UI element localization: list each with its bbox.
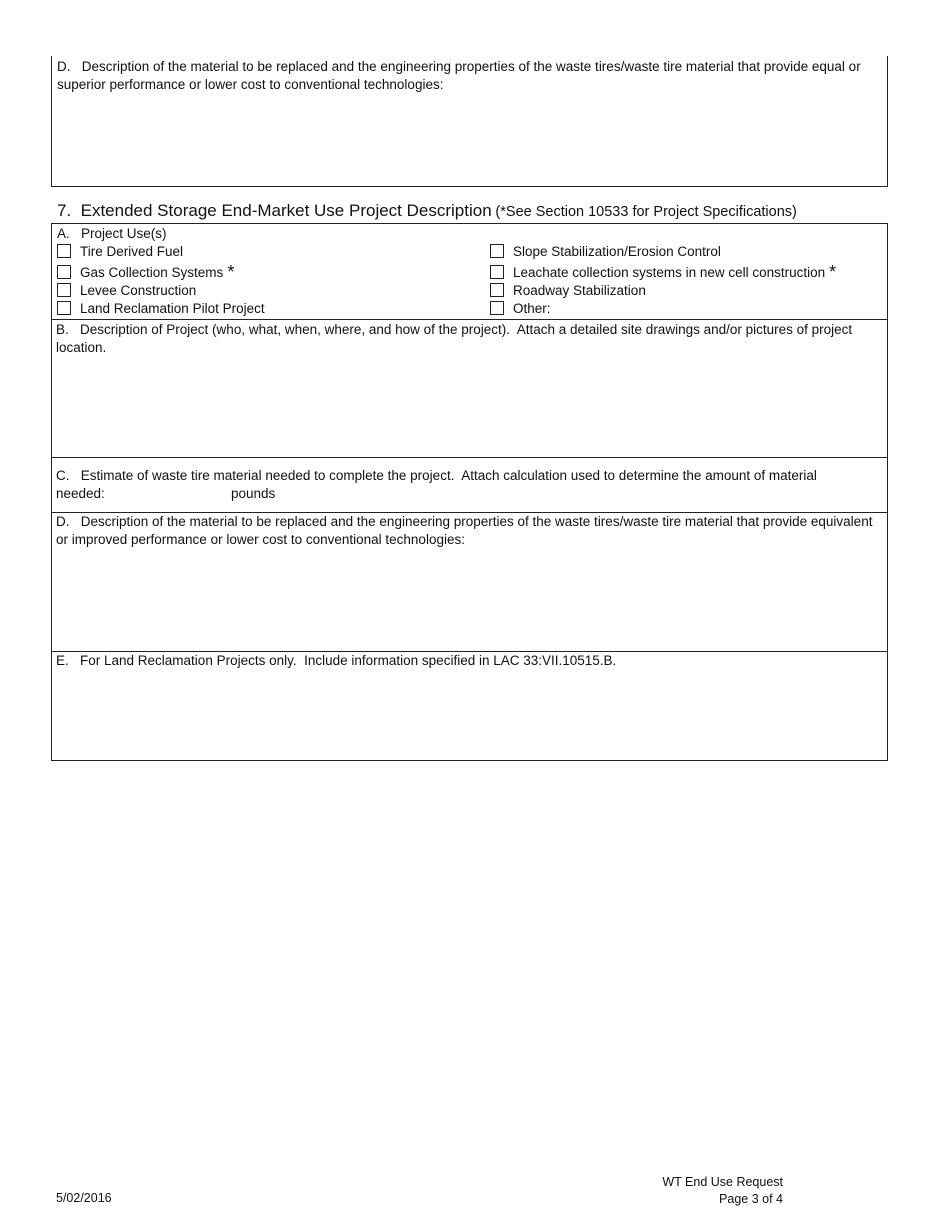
footer-date: 5/02/2016	[56, 1191, 112, 1205]
option-label: Slope Stabilization/Erosion Control	[513, 244, 721, 259]
engineering-properties-text: D. Description of the material to be replaced and the engineering properties of the waste tires/waste tire material that provide equivalent or improved performance or lower cost to conventional technologies:	[56, 514, 873, 547]
material-needed-label: needed:	[56, 486, 105, 501]
section7-title: 7. Extended Storage End-Market Use Project Description	[57, 201, 492, 220]
project-description-text: B. Description of Project (who, what, when, where, and how of the project). Attach a detailed site drawings and/or pictures of project location.	[56, 322, 853, 355]
row-divider	[51, 457, 888, 458]
option-label: Gas Collection Systems	[80, 265, 224, 280]
material-estimate-text: C. Estimate of waste tire material needed to complete the project. Attach calculation used to determine the amount of material	[56, 468, 817, 483]
checkbox[interactable]	[57, 244, 71, 258]
checkbox[interactable]	[57, 265, 71, 279]
option-other[interactable]	[490, 300, 551, 318]
option-land-reclamation-pilot[interactable]	[57, 300, 265, 318]
option-gas-collection-systems[interactable]	[57, 263, 234, 282]
option-label: Leachate collection systems in new cell construction	[513, 265, 826, 280]
option-label: Levee Construction	[80, 283, 197, 298]
option-label: Other:	[513, 301, 551, 316]
section7-heading	[57, 201, 797, 221]
option-label: Tire Derived Fuel	[80, 244, 184, 259]
asterisk-marker: *	[227, 262, 235, 282]
checkbox[interactable]	[490, 301, 504, 315]
checkbox[interactable]	[57, 301, 71, 315]
footer-form-name: WT End Use Request	[662, 1175, 783, 1189]
section6-d-box	[51, 56, 888, 187]
option-leachate-collection[interactable]	[490, 263, 836, 282]
checkbox[interactable]	[57, 283, 71, 297]
option-tire-derived-fuel[interactable]	[57, 243, 183, 261]
land-reclamation-text: E. For Land Reclamation Projects only. Include information specified in LAC 33:VII.10515.B.	[56, 653, 617, 668]
option-roadway-stabilization[interactable]	[490, 282, 646, 300]
row-divider	[51, 319, 888, 320]
checkbox[interactable]	[490, 283, 504, 297]
asterisk-marker: *	[829, 262, 837, 282]
option-label: Roadway Stabilization	[513, 283, 646, 298]
option-slope-stabilization[interactable]	[490, 243, 721, 261]
material-needed-unit: pounds	[231, 486, 276, 501]
option-levee-construction[interactable]	[57, 282, 196, 300]
footer-page-number: Page 3 of 4	[719, 1192, 783, 1206]
checkbox[interactable]	[490, 265, 504, 279]
checkbox[interactable]	[490, 244, 504, 258]
table-bottom-border	[51, 760, 888, 761]
section7-note: (*See Section 10533 for Project Specifications)	[495, 204, 797, 220]
project-uses-label: A. Project Use(s)	[57, 226, 167, 241]
section6-d-text: D. Description of the material to be replaced and the engineering properties of the waste tires/waste tire material that provide equal or superior performance or lower cost to conventional technologies:	[57, 59, 861, 92]
option-label: Land Reclamation Pilot Project	[80, 301, 265, 316]
